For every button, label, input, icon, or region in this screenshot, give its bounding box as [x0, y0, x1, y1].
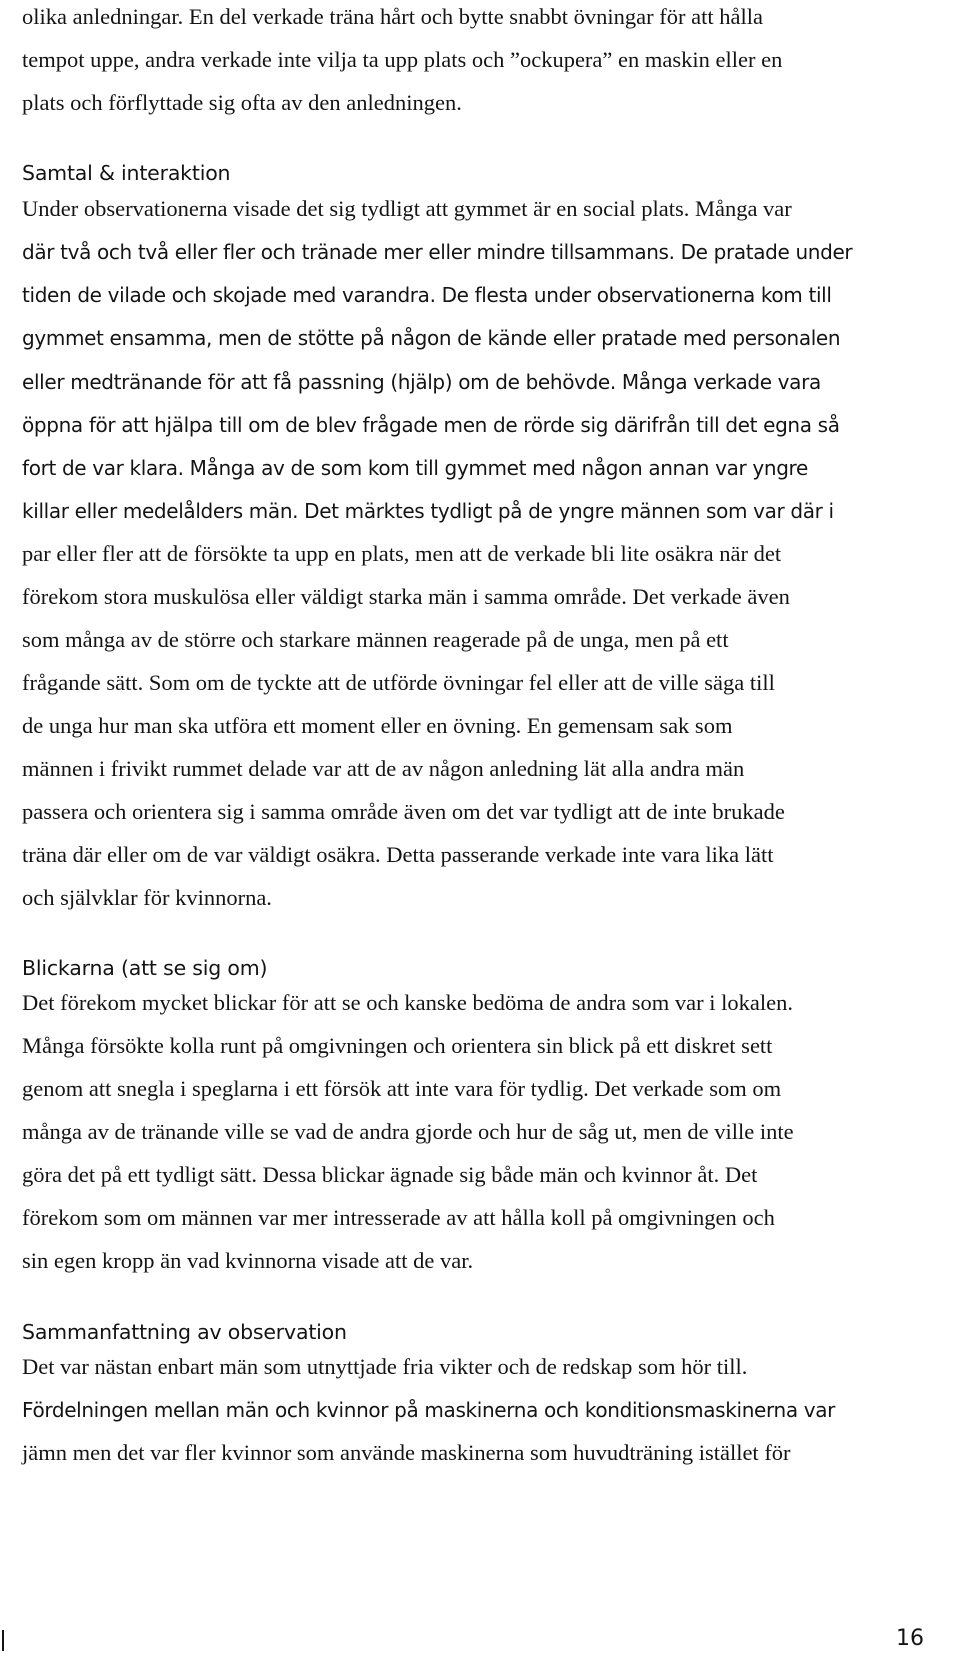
- paragraph-line: de unga hur man ska utföra ett moment eller en övning. En gemensam sak som: [22, 713, 733, 738]
- page-number: 16: [896, 1626, 924, 1651]
- paragraph-line: träna där eller om de var väldigt osäkra. Detta passerande verkade inte vara lika lätt: [22, 842, 774, 867]
- paragraph-line: gymmet ensamma, men de stötte på någon de kände eller pratade med personalen: [22, 326, 841, 350]
- intro-line-3: plats och förflyttade sig ofta av den anledningen.: [22, 90, 462, 115]
- paragraph-line: många av de tränande ville se vad de andra gjorde och hur de såg ut, men de ville inte: [22, 1119, 794, 1144]
- paragraph-line: förekom som om männen var mer intresserade av att hålla koll på omgivningen och: [22, 1205, 775, 1230]
- paragraph-line: sin egen kropp än vad kvinnorna visade att de var.: [22, 1248, 474, 1273]
- paragraph-line: och självklar för kvinnorna.: [22, 885, 272, 910]
- paragraph-line: fort de var klara. Många av de som kom till gymmet med någon annan var yngre: [22, 456, 808, 480]
- paragraph-line: Många försökte kolla runt på omgivningen och orientera sin blick på ett diskret sett: [22, 1033, 773, 1058]
- paragraph-line: förekom stora muskulösa eller väldigt starka män i samma område. Det verkade även: [22, 584, 790, 609]
- paragraph-line: öppna för att hjälpa till om de blev frågade men de rörde sig därifrån till det egna så: [22, 413, 840, 437]
- section-heading-sammanfattning: Sammanfattning av observation: [22, 1320, 347, 1344]
- paragraph-line: Det var nästan enbart män som utnyttjade fria vikter och de redskap som hör till.: [22, 1354, 748, 1379]
- paragraph-line: genom att snegla i speglarna i ett försök att inte vara för tydlig. Det verkade som om: [22, 1076, 782, 1101]
- paragraph-line: Det förekom mycket blickar för att se och kanske bedöma de andra som var i lokalen.: [22, 990, 793, 1015]
- paragraph-line: par eller fler att de försökte ta upp en plats, men att de verkade bli lite osäkra när det: [22, 541, 782, 566]
- paragraph-line: eller medtränande för att få passning (hjälp) om de behövde. Många verkade vara: [22, 370, 821, 394]
- paragraph-line: frågande sätt. Som om de tyckte att de utförde övningar fel eller att de ville säga till: [22, 670, 775, 695]
- intro-line-2: tempot uppe, andra verkade inte vilja ta upp plats och ”ockupera” en maskin eller en: [22, 47, 783, 72]
- paragraph-line: Under observationerna visade det sig tydligt att gymmet är en social plats. Många var: [22, 196, 792, 221]
- paragraph-line: tiden de vilade och skojade med varandra. De flesta under observationerna kom till: [22, 283, 832, 307]
- paragraph-line: Fördelningen mellan män och kvinnor på maskinerna och konditionsmaskinerna var: [22, 1398, 835, 1422]
- section-heading-blickarna: Blickarna (att se sig om): [22, 956, 268, 980]
- paragraph-line: som många av de större och starkare männen reagerade på de unga, men på ett: [22, 627, 729, 652]
- section-heading-samtal: Samtal & interaktion: [22, 161, 231, 185]
- paragraph-line: göra det på ett tydligt sätt. Dessa blickar ägnade sig både män och kvinnor åt. Det: [22, 1162, 758, 1187]
- intro-line-1: olika anledningar. En del verkade träna hårt och bytte snabbt övningar för att hålla: [22, 4, 763, 29]
- margin-mark: [2, 1630, 4, 1651]
- paragraph-line: passera och orientera sig i samma område även om det var tydligt att de inte brukade: [22, 799, 785, 824]
- paragraph-line: männen i frivikt rummet delade var att de av någon anledning lät alla andra män: [22, 756, 745, 781]
- paragraph-line: killar eller medelålders män. Det märktes tydligt på de yngre männen som var där i: [22, 499, 834, 523]
- paragraph-line: jämn men det var fler kvinnor som använde maskinerna som huvudträning istället för: [22, 1440, 791, 1465]
- paragraph-line: där två och två eller fler och tränade mer eller mindre tillsammans. De pratade under: [22, 240, 853, 264]
